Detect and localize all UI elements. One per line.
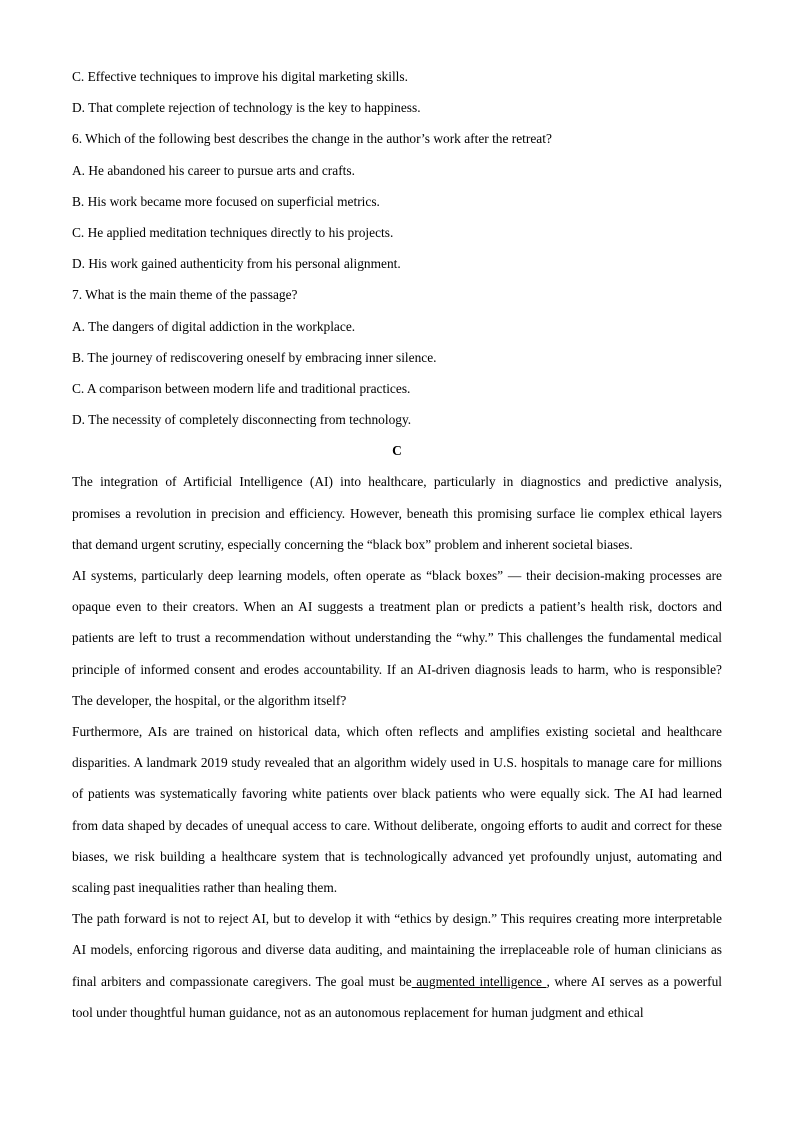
option-7b: B. The journey of rediscovering oneself by embracing inner silence.: [72, 349, 437, 365]
option-7c: C. A comparison between modern life and traditional practices.: [72, 380, 411, 396]
option-6d: D. His work gained authenticity from his personal alignment.: [72, 256, 401, 272]
option-5d: D. That complete rejection of technology is the key to happiness.: [72, 100, 421, 116]
option-5c: C. Effective techniques to improve his digital marketing skills.: [72, 69, 408, 84]
passage-paragraph-2: AI systems, particularly deep learning models, often operate as “black boxes” — their decision-making processes are opaque even to their creators. When an AI suggests a treatment plan or predicts a patient’s health risk, doctors and patients are left to trust a recommendation without understanding the “why.” This challenges the fundamental medical principle of informed consent and erodes accountability. If an AI-driven diagnosis leads to harm, who is responsible? The developer, the hospital, or the algorithm itself?: [72, 568, 722, 708]
option-6a: A. He abandoned his career to pursue arts and crafts.: [72, 162, 355, 178]
paragraph-4-text-before: The path forward is not to reject AI, but to develop it with “ethics by design.” This requires creating more interpretable AI models, enforcing rigorous and diverse data auditing, and maintaining the irreplaceable role of human clinicians as final arbiters and compassionate caregivers. The goal must be: [72, 911, 722, 989]
option-7d: D. The necessity of completely disconnecting from technology.: [72, 412, 412, 428]
passage-paragraph-4: [72, 903, 722, 1028]
passage-paragraph-3: Furthermore, AIs are trained on historical data, which often reflects and amplifies existing societal and healthcare disparities. A landmark 2019 study revealed that an algorithm widely used in U.S. hospitals to manage care for millions of patients was systematically favoring white patients over black patients who were equally sick. The AI had learned from data shaped by decades of unequal access to care. Without deliberate, ongoing efforts to audit and correct for these biases, we risk building a healthcare system that is technologically advanced yet profoundly unjust, automating and scaling past inequalities rather than healing them.: [72, 724, 722, 896]
paragraph-4-text-after: , where AI serves as a powerful tool under thoughtful human guidance, not as an autonomous replacement for human judgment and ethical: [72, 973, 722, 1020]
question-7: 7. What is the main theme of the passage?: [72, 287, 298, 303]
section-heading: C: [392, 443, 402, 459]
option-6c: C. He applied meditation techniques directly to his projects.: [72, 224, 394, 240]
question-6: 6. Which of the following best describes the change in the author’s work after the retreat?: [72, 131, 552, 147]
passage-paragraph-1: The integration of Artificial Intelligence (AI) into healthcare, particularly in diagnostics and predictive analysis, promises a revolution in precision and efficiency. However, beneath this promising surface lie complex ethical layers that demand urgent scrutiny, especially concerning the “black box” problem and inherent societal biases.: [72, 474, 722, 552]
option-7a: A. The dangers of digital addiction in the workplace.: [72, 318, 356, 334]
underlined-term: augmented intelligence: [411, 973, 547, 989]
document-page: [72, 61, 722, 1028]
option-6b: B. His work became more focused on superficial metrics.: [72, 193, 380, 209]
